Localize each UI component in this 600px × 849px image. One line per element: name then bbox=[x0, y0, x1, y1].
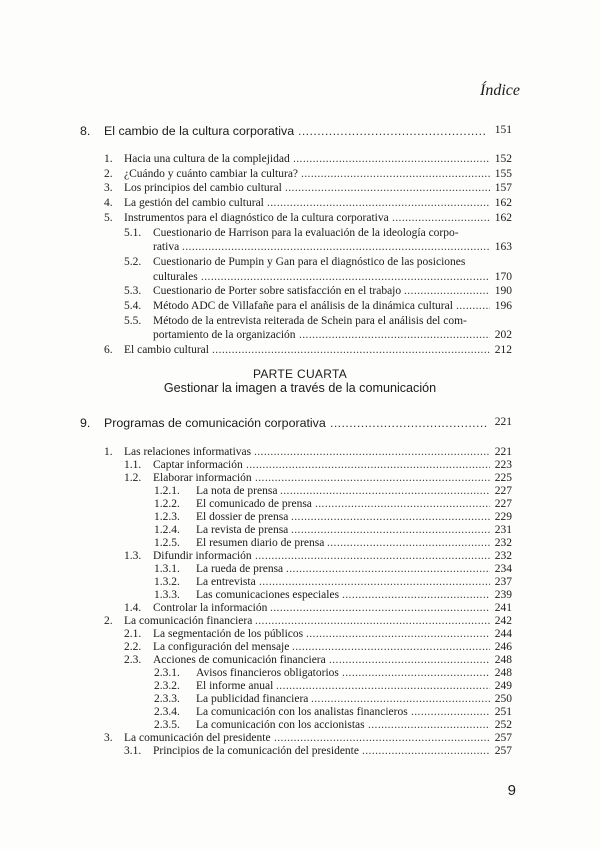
toc-entry-title: Los principios del cambio cultural bbox=[124, 182, 282, 195]
toc-entry bbox=[0, 168, 600, 182]
toc-entry-title: El comunicado de prensa bbox=[196, 498, 312, 510]
toc-entry-page: 223 bbox=[494, 459, 512, 471]
toc-entry-title: Principios de la comunicación del presidente bbox=[153, 745, 359, 757]
dot-leader bbox=[212, 344, 490, 356]
dot-leader bbox=[411, 706, 490, 718]
toc-entry-page: 225 bbox=[494, 472, 512, 484]
toc-entry-title: Hacia una cultura de la complejidad bbox=[124, 153, 290, 165]
dot-leader bbox=[274, 732, 490, 744]
dot-leader bbox=[292, 641, 490, 653]
toc-entry-title: Cuestionario de Harrison para la evaluación de la ideología corpo- bbox=[153, 226, 459, 239]
toc-entry-number: 3. bbox=[104, 182, 113, 195]
toc-entry bbox=[0, 485, 600, 499]
toc-entry-title: Las relaciones informativas bbox=[124, 446, 252, 458]
toc-entry-page: 190 bbox=[494, 285, 512, 298]
toc-entry-title: La nota de prensa bbox=[196, 485, 278, 497]
toc-entry-number: 1.2.1. bbox=[154, 485, 180, 497]
toc-entry-title: Las comunicaciones especiales bbox=[196, 589, 340, 601]
toc-entry bbox=[0, 563, 600, 577]
toc-entry-title: La rueda de prensa bbox=[196, 563, 284, 575]
dot-leader bbox=[327, 537, 490, 549]
toc-entry-number: 1.1. bbox=[124, 459, 142, 471]
dot-leader bbox=[342, 589, 490, 601]
toc-entry bbox=[0, 667, 600, 681]
toc-entry-number: 2.3.1. bbox=[154, 667, 180, 679]
toc-entry-page: 241 bbox=[494, 602, 512, 614]
dot-leader bbox=[255, 550, 490, 562]
dot-leader bbox=[342, 667, 490, 679]
toc-entry-number: 1.4. bbox=[124, 602, 142, 614]
toc-entry bbox=[0, 212, 600, 226]
toc-entry-page: 257 bbox=[494, 745, 512, 757]
toc-entry-page: 229 bbox=[494, 511, 512, 523]
dot-leader bbox=[362, 745, 490, 757]
toc-entry-page: 252 bbox=[494, 719, 512, 731]
toc-entry-title: El cambio cultural bbox=[124, 344, 209, 357]
toc-entry-title: Elaborar información bbox=[153, 472, 252, 484]
toc-entry-title: culturales bbox=[153, 270, 198, 283]
dot-leader bbox=[285, 182, 490, 194]
dot-leader bbox=[267, 197, 490, 209]
toc-entry-number: 2.3. bbox=[124, 654, 142, 666]
toc-entry-title: La configuración del mensaje bbox=[153, 641, 290, 653]
toc-entry-number: 5.3. bbox=[124, 285, 142, 298]
toc-entry-title: La publicidad financiera bbox=[196, 693, 309, 705]
toc-entry bbox=[0, 680, 600, 694]
toc-entry-page: 251 bbox=[494, 706, 512, 718]
toc-entry-page: 212 bbox=[494, 344, 512, 357]
toc-entry-title: Cuestionario de Pumpin y Gan para el diagnóstico de las posiciones bbox=[153, 255, 466, 268]
dot-leader bbox=[392, 212, 490, 224]
toc-entry-page: 227 bbox=[494, 485, 512, 497]
toc-entry-title: Controlar la información bbox=[153, 602, 268, 614]
toc-entry-title: Cuestionario de Porter sobre satisfacción en el trabajo bbox=[153, 285, 402, 298]
toc-entry bbox=[0, 719, 600, 733]
dot-leader bbox=[276, 680, 490, 692]
dot-leader bbox=[270, 602, 490, 614]
toc-entry-number: 2.3.5. bbox=[154, 719, 180, 731]
dot-leader bbox=[329, 654, 490, 666]
toc-entry-page: 196 bbox=[494, 300, 512, 312]
toc-entry bbox=[0, 271, 600, 285]
dot-leader bbox=[255, 472, 490, 484]
dot-leader bbox=[404, 285, 490, 297]
toc-entry-page: 257 bbox=[494, 732, 512, 744]
toc-entry bbox=[0, 329, 600, 343]
toc-entry-number: 3.1. bbox=[124, 745, 142, 757]
chapter-title: El cambio de la cultura corporativa bbox=[104, 124, 295, 138]
toc-entry-title: La segmentación de los públicos bbox=[153, 628, 304, 640]
toc-entry-title: Avisos financieros obligatorios bbox=[196, 667, 339, 679]
toc-entry-title: Método ADC de Villafañe para el análisis de la dinámica cultural bbox=[153, 300, 453, 312]
toc-entry bbox=[0, 693, 600, 707]
dot-leader bbox=[368, 719, 490, 731]
toc-entry bbox=[0, 628, 600, 642]
dot-leader bbox=[293, 153, 490, 165]
toc-entry-number: 2. bbox=[104, 167, 113, 180]
toc-entry bbox=[0, 197, 600, 211]
toc-entry bbox=[0, 641, 600, 655]
toc-entry-number: 5.1. bbox=[124, 226, 142, 239]
toc-entry bbox=[0, 227, 600, 241]
dot-leader bbox=[311, 693, 490, 705]
dot-leader bbox=[291, 524, 490, 536]
toc-entry-number: 1.3. bbox=[124, 550, 142, 562]
toc-entry-title: La gestión del cambio cultural bbox=[124, 197, 264, 210]
toc-entry-page: 221 bbox=[494, 446, 512, 458]
toc-entry-page: 227 bbox=[494, 498, 512, 510]
toc-entry bbox=[0, 550, 600, 564]
toc-entry-page: 242 bbox=[494, 615, 512, 627]
toc-entry-title: portamiento de la organización bbox=[153, 329, 296, 342]
dot-leader bbox=[306, 628, 490, 640]
toc-entry-title: Acciones de comunicación financiera bbox=[153, 654, 326, 666]
dot-leader bbox=[456, 300, 490, 312]
running-head: Índice bbox=[480, 82, 520, 99]
toc-entry-number: 1.3.1. bbox=[154, 563, 180, 575]
toc-entry bbox=[0, 511, 600, 525]
toc-entry bbox=[0, 182, 600, 196]
toc-entry-title: ¿Cuándo y cuánto cambiar la cultura? bbox=[124, 167, 299, 180]
toc-entry-number: 6. bbox=[104, 344, 113, 357]
toc-entry-number: 5.4. bbox=[124, 300, 142, 312]
dot-leader bbox=[315, 498, 490, 510]
toc-entry-page: 248 bbox=[494, 667, 512, 679]
toc-entry bbox=[0, 537, 600, 551]
toc-entry-title: Captar información bbox=[153, 459, 243, 471]
toc-entry-page: 202 bbox=[494, 329, 512, 342]
dot-leader bbox=[301, 168, 490, 180]
toc-entry-number: 2.1. bbox=[124, 628, 142, 640]
toc-entry-page: 248 bbox=[494, 654, 512, 666]
toc-entry bbox=[0, 285, 600, 299]
toc-entry-page: 249 bbox=[494, 680, 512, 692]
toc-entry-number: 2.3.2. bbox=[154, 680, 180, 692]
toc-entry bbox=[0, 153, 600, 167]
toc-entry bbox=[0, 602, 600, 616]
toc-entry-number: 1. bbox=[104, 153, 113, 165]
toc-entry bbox=[0, 524, 600, 538]
toc-entry-number: 5.2. bbox=[124, 255, 142, 268]
toc-entry-page: 162 bbox=[494, 211, 512, 224]
page-number: 9 bbox=[507, 782, 516, 799]
toc-entry-title: Instrumentos para el diagnóstico de la cultura corporativa bbox=[124, 211, 389, 224]
toc-entry-number: 2.3.3. bbox=[154, 693, 180, 705]
toc-entry-number: 2.2. bbox=[124, 641, 142, 653]
chapter-heading bbox=[0, 416, 600, 430]
toc-entry-number: 1.2.2. bbox=[154, 498, 180, 510]
toc-entry bbox=[0, 706, 600, 720]
toc-entry bbox=[0, 589, 600, 603]
toc-entry-title: rativa bbox=[153, 241, 180, 254]
toc-entry bbox=[0, 745, 600, 759]
dot-leader bbox=[280, 485, 490, 497]
part-title: Gestionar la imagen a través de la comunicación bbox=[163, 381, 437, 395]
dot-leader bbox=[255, 615, 490, 627]
chapter-number: 9. bbox=[80, 416, 91, 430]
dot-leader bbox=[246, 459, 490, 471]
toc-entry bbox=[0, 241, 600, 255]
part-label: PARTE CUARTA bbox=[252, 367, 348, 381]
toc-entry-number: 1.2.4. bbox=[154, 524, 180, 536]
toc-entry-number: 5. bbox=[104, 211, 113, 224]
toc-entry-title: La comunicación financiera bbox=[124, 615, 253, 627]
toc-entry-page: 163 bbox=[494, 241, 512, 254]
toc-entry bbox=[0, 654, 600, 668]
toc-entry-number: 1.3.2. bbox=[154, 576, 180, 588]
toc-entry-page: 237 bbox=[494, 576, 512, 588]
chapter-heading bbox=[0, 124, 600, 138]
toc-entry-title: La revista de prensa bbox=[196, 524, 289, 536]
toc-entry-page: 232 bbox=[494, 550, 512, 562]
dot-leader bbox=[201, 271, 490, 283]
dot-leader bbox=[182, 241, 490, 253]
toc-entry-number: 3. bbox=[104, 732, 113, 744]
toc-entry-title: Método de la entrevista reiterada de Schein para el análisis del com- bbox=[153, 314, 467, 327]
toc-entry-title: El dossier de prensa bbox=[196, 511, 289, 523]
toc-entry bbox=[0, 315, 600, 329]
toc-entry-page: 239 bbox=[494, 589, 512, 601]
dot-leader bbox=[254, 446, 490, 458]
toc-entry-page: 246 bbox=[494, 641, 512, 653]
toc-entry-title: La entrevista bbox=[196, 576, 256, 588]
toc-entry-title: La comunicación con los accionistas bbox=[196, 719, 365, 731]
dot-leader bbox=[298, 124, 487, 138]
toc-entry-number: 5.5. bbox=[124, 314, 142, 327]
toc-entry bbox=[0, 732, 600, 746]
toc-entry-title: El informe anual bbox=[196, 680, 274, 692]
toc-entry-number: 1.2.3. bbox=[154, 511, 180, 523]
toc-entry-number: 1. bbox=[104, 446, 113, 458]
toc-entry-page: 152 bbox=[494, 153, 512, 165]
dot-leader bbox=[291, 511, 490, 523]
toc-entry-page: 157 bbox=[494, 182, 512, 195]
toc-entry-number: 1.3.3. bbox=[154, 589, 180, 601]
toc-entry bbox=[0, 300, 600, 314]
toc-entry bbox=[0, 344, 600, 358]
toc-entry bbox=[0, 256, 600, 270]
toc-entry-title: La comunicación del presidente bbox=[124, 732, 271, 744]
toc-entry bbox=[0, 576, 600, 590]
toc-entry-number: 1.2.5. bbox=[154, 537, 180, 549]
toc-entry-page: 170 bbox=[494, 270, 512, 283]
toc-entry-page: 250 bbox=[494, 693, 512, 705]
toc-entry-number: 2.3.4. bbox=[154, 706, 180, 718]
toc-entry bbox=[0, 498, 600, 512]
toc-entry-title: Difundir información bbox=[153, 550, 252, 562]
toc-entry-number: 2. bbox=[104, 615, 113, 627]
dot-leader bbox=[299, 329, 490, 341]
dot-leader bbox=[330, 416, 487, 430]
toc-entry-page: 232 bbox=[494, 537, 512, 549]
toc-entry-page: 244 bbox=[494, 628, 512, 640]
dot-leader bbox=[286, 563, 490, 575]
toc-entry bbox=[0, 472, 600, 486]
toc-entry-page: 162 bbox=[494, 197, 512, 210]
toc-entry-number: 1.2. bbox=[124, 472, 142, 484]
toc-entry bbox=[0, 459, 600, 473]
toc-entry-number: 4. bbox=[104, 197, 113, 210]
toc-entry-page: 231 bbox=[494, 524, 512, 536]
dot-leader bbox=[259, 576, 490, 588]
toc-entry-page: 234 bbox=[494, 563, 512, 575]
toc-entry-page: 155 bbox=[494, 167, 512, 180]
chapter-page: 151 bbox=[494, 124, 512, 136]
chapter-number: 8. bbox=[80, 124, 91, 138]
chapter-page: 221 bbox=[494, 416, 512, 428]
toc-entry bbox=[0, 615, 600, 629]
toc-entry bbox=[0, 446, 600, 460]
toc-entry-title: El resumen diario de prensa bbox=[196, 537, 325, 549]
chapter-title: Programas de comunicación corporativa bbox=[104, 416, 326, 430]
toc-entry-title: La comunicación con los analistas financieros bbox=[196, 706, 408, 718]
